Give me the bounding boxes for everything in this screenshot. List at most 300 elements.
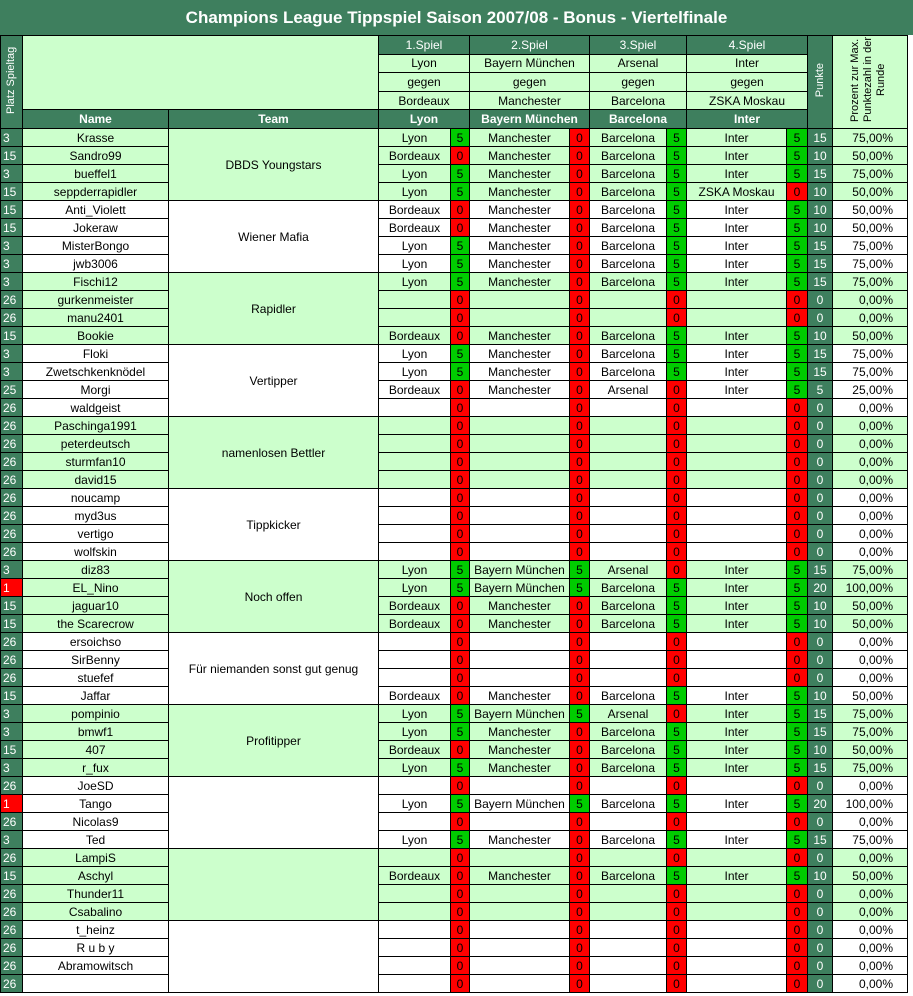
score-game-4: 5 <box>787 363 808 381</box>
table-row <box>1 507 908 525</box>
table-row <box>1 417 908 435</box>
game-1-away: Bordeaux <box>379 91 470 110</box>
tip-game-1 <box>379 309 451 327</box>
tip-game-4: ZSKA Moskau <box>687 183 787 201</box>
tip-game-2 <box>470 435 570 453</box>
percent-cell: 75,00% <box>833 363 908 381</box>
percent-cell: 0,00% <box>833 291 908 309</box>
points-cell: 15 <box>808 273 833 291</box>
tip-game-1: Lyon <box>379 705 451 723</box>
platz-cell: 26 <box>1 849 23 867</box>
score-game-1: 0 <box>451 597 470 615</box>
platz-cell: 26 <box>1 939 23 957</box>
score-game-1: 5 <box>451 273 470 291</box>
tip-game-2: Manchester <box>470 831 570 849</box>
score-game-3: 5 <box>667 345 687 363</box>
tip-game-4 <box>687 849 787 867</box>
score-game-1: 0 <box>451 813 470 831</box>
table-row <box>1 363 908 381</box>
tip-game-3 <box>590 435 667 453</box>
tip-game-4 <box>687 471 787 489</box>
tip-game-3: Barcelona <box>590 741 667 759</box>
player-name: Morgi <box>23 381 169 399</box>
platz-cell: 26 <box>1 975 23 993</box>
tip-game-3 <box>590 813 667 831</box>
player-name: Jaffar <box>23 687 169 705</box>
platz-cell: 3 <box>1 345 23 363</box>
player-name: stuefef <box>23 669 169 687</box>
punkte-header: Punkte <box>808 36 833 129</box>
score-game-4: 5 <box>787 273 808 291</box>
score-game-4: 5 <box>787 219 808 237</box>
player-name: Aschyl <box>23 867 169 885</box>
table-row <box>1 561 908 579</box>
tip-game-2: Manchester <box>470 723 570 741</box>
score-game-1: 5 <box>451 579 470 597</box>
tip-game-4: Inter <box>687 597 787 615</box>
tip-game-1 <box>379 417 451 435</box>
score-game-2: 0 <box>570 939 590 957</box>
score-game-1: 5 <box>451 345 470 363</box>
table-row <box>1 957 908 975</box>
score-game-2: 5 <box>570 561 590 579</box>
score-game-2: 0 <box>570 255 590 273</box>
tip-game-4 <box>687 957 787 975</box>
table-row <box>1 327 908 345</box>
score-game-1: 0 <box>451 885 470 903</box>
tip-game-1 <box>379 921 451 939</box>
tip-game-4 <box>687 669 787 687</box>
score-game-4: 0 <box>787 507 808 525</box>
platz-cell: 26 <box>1 777 23 795</box>
player-name: t_heinz <box>23 921 169 939</box>
tip-game-4 <box>687 399 787 417</box>
platz-cell: 3 <box>1 705 23 723</box>
score-game-3: 5 <box>667 867 687 885</box>
score-game-1: 5 <box>451 759 470 777</box>
tip-game-4: Inter <box>687 237 787 255</box>
percent-cell: 0,00% <box>833 885 908 903</box>
tip-game-3: Arsenal <box>590 561 667 579</box>
score-game-3: 5 <box>667 615 687 633</box>
table-row <box>1 903 908 921</box>
tip-game-4: Inter <box>687 273 787 291</box>
score-game-2: 5 <box>570 579 590 597</box>
percent-cell: 0,00% <box>833 975 908 993</box>
tip-game-4 <box>687 633 787 651</box>
score-game-1: 0 <box>451 309 470 327</box>
score-game-4: 0 <box>787 489 808 507</box>
table-row <box>1 651 908 669</box>
score-game-2: 0 <box>570 237 590 255</box>
tip-game-1: Bordeaux <box>379 741 451 759</box>
table-row <box>1 777 908 795</box>
tip-game-3 <box>590 543 667 561</box>
score-game-1: 0 <box>451 867 470 885</box>
tip-game-4: Inter <box>687 615 787 633</box>
points-cell: 15 <box>808 345 833 363</box>
score-game-4: 5 <box>787 597 808 615</box>
percent-cell: 75,00% <box>833 165 908 183</box>
percent-cell: 0,00% <box>833 957 908 975</box>
score-game-4: 5 <box>787 345 808 363</box>
score-game-2: 0 <box>570 777 590 795</box>
tip-game-4 <box>687 939 787 957</box>
score-game-1: 0 <box>451 507 470 525</box>
table-row <box>1 705 908 723</box>
tip-game-2: Manchester <box>470 687 570 705</box>
tip-game-3: Barcelona <box>590 579 667 597</box>
percent-cell: 50,00% <box>833 183 908 201</box>
score-game-4: 0 <box>787 525 808 543</box>
score-game-4: 5 <box>787 705 808 723</box>
percent-cell: 0,00% <box>833 813 908 831</box>
score-game-2: 0 <box>570 183 590 201</box>
points-cell: 10 <box>808 201 833 219</box>
score-game-4: 0 <box>787 957 808 975</box>
game-4-away: ZSKA Moskau <box>687 91 808 110</box>
score-game-1: 5 <box>451 363 470 381</box>
percent-cell: 50,00% <box>833 597 908 615</box>
tip-game-3 <box>590 291 667 309</box>
tip-game-2 <box>470 543 570 561</box>
tip-game-4: Inter <box>687 795 787 813</box>
tip-game-2: Manchester <box>470 147 570 165</box>
score-game-4: 5 <box>787 561 808 579</box>
score-game-2: 0 <box>570 741 590 759</box>
score-game-3: 5 <box>667 327 687 345</box>
table-row <box>1 831 908 849</box>
player-name: seppderrapidler <box>23 183 169 201</box>
score-game-4: 5 <box>787 831 808 849</box>
platz-cell: 26 <box>1 291 23 309</box>
table-row <box>1 255 908 273</box>
player-name: Csabalino <box>23 903 169 921</box>
score-game-2: 0 <box>570 327 590 345</box>
score-game-2: 5 <box>570 705 590 723</box>
score-game-1: 0 <box>451 903 470 921</box>
tip-game-1: Lyon <box>379 273 451 291</box>
tip-game-3: Barcelona <box>590 363 667 381</box>
player-name: david15 <box>23 471 169 489</box>
team-name: Vertipper <box>169 345 379 417</box>
table-row <box>1 579 908 597</box>
player-name: Nicolas9 <box>23 813 169 831</box>
tip-game-2 <box>470 291 570 309</box>
tip-game-2 <box>470 309 570 327</box>
score-game-1: 0 <box>451 417 470 435</box>
player-name: Ted <box>23 831 169 849</box>
tip-game-2 <box>470 399 570 417</box>
tip-game-2: Manchester <box>470 327 570 345</box>
score-game-4: 0 <box>787 399 808 417</box>
points-cell: 15 <box>808 705 833 723</box>
score-game-3: 5 <box>667 273 687 291</box>
team-name: Profitipper <box>169 705 379 777</box>
tip-game-4 <box>687 507 787 525</box>
score-game-3: 5 <box>667 129 687 147</box>
percent-cell: 0,00% <box>833 507 908 525</box>
score-game-2: 0 <box>570 147 590 165</box>
percent-cell: 0,00% <box>833 543 908 561</box>
percent-cell: 75,00% <box>833 129 908 147</box>
tip-game-4 <box>687 543 787 561</box>
player-name: bmwf1 <box>23 723 169 741</box>
table-row <box>1 525 908 543</box>
game-3-winner: Barcelona <box>590 110 687 129</box>
tip-game-1: Lyon <box>379 237 451 255</box>
score-game-3: 0 <box>667 291 687 309</box>
game-1-winner: Lyon <box>379 110 470 129</box>
score-game-2: 0 <box>570 435 590 453</box>
player-name: pompinio <box>23 705 169 723</box>
score-game-3: 5 <box>667 237 687 255</box>
table-row <box>1 885 908 903</box>
percent-cell: 0,00% <box>833 633 908 651</box>
tip-game-3: Barcelona <box>590 597 667 615</box>
tip-game-4: Inter <box>687 363 787 381</box>
team-name: Noch offen <box>169 561 379 633</box>
tip-game-4 <box>687 309 787 327</box>
tip-game-3 <box>590 669 667 687</box>
tip-game-1 <box>379 435 451 453</box>
score-game-3: 0 <box>667 939 687 957</box>
game-3-away: Barcelona <box>590 91 687 110</box>
player-name: sturmfan10 <box>23 453 169 471</box>
score-game-3: 5 <box>667 597 687 615</box>
score-game-2: 0 <box>570 471 590 489</box>
score-game-1: 0 <box>451 471 470 489</box>
score-game-1: 0 <box>451 615 470 633</box>
player-name: bueffel1 <box>23 165 169 183</box>
player-name: Abramowitsch <box>23 957 169 975</box>
table-row <box>1 615 908 633</box>
score-game-3: 5 <box>667 147 687 165</box>
table-row <box>1 435 908 453</box>
tip-game-3: Barcelona <box>590 867 667 885</box>
tip-game-1 <box>379 651 451 669</box>
score-game-3: 5 <box>667 723 687 741</box>
points-cell: 10 <box>808 741 833 759</box>
platz-cell: 26 <box>1 813 23 831</box>
table-row <box>1 795 908 813</box>
points-cell: 0 <box>808 957 833 975</box>
team-name <box>169 921 379 993</box>
score-game-3: 0 <box>667 435 687 453</box>
game-2-away: Manchester <box>470 91 590 110</box>
tip-game-2 <box>470 651 570 669</box>
game-3-label: 3.Spiel <box>590 36 687 55</box>
points-cell: 0 <box>808 651 833 669</box>
score-game-2: 0 <box>570 381 590 399</box>
tip-game-2 <box>470 507 570 525</box>
percent-cell: 50,00% <box>833 147 908 165</box>
points-cell: 0 <box>808 669 833 687</box>
score-game-1: 5 <box>451 705 470 723</box>
platz-cell: 25 <box>1 381 23 399</box>
score-game-3: 0 <box>667 399 687 417</box>
score-game-2: 0 <box>570 903 590 921</box>
score-game-2: 0 <box>570 543 590 561</box>
player-name: ersoichso <box>23 633 169 651</box>
percent-cell: 50,00% <box>833 741 908 759</box>
tip-game-3 <box>590 453 667 471</box>
score-game-2: 0 <box>570 615 590 633</box>
tip-game-1: Lyon <box>379 129 451 147</box>
points-cell: 15 <box>808 129 833 147</box>
points-cell: 0 <box>808 921 833 939</box>
score-game-1: 5 <box>451 831 470 849</box>
score-game-3: 5 <box>667 201 687 219</box>
score-game-2: 0 <box>570 723 590 741</box>
points-cell: 0 <box>808 435 833 453</box>
score-game-4: 5 <box>787 579 808 597</box>
game-2-home: Bayern München <box>470 54 590 73</box>
score-game-1: 5 <box>451 795 470 813</box>
player-name: Tango <box>23 795 169 813</box>
team-column-header: Team <box>169 110 379 129</box>
tip-game-4: Inter <box>687 741 787 759</box>
score-game-3: 0 <box>667 813 687 831</box>
tip-game-3 <box>590 849 667 867</box>
table-row <box>1 723 908 741</box>
percent-cell: 75,00% <box>833 345 908 363</box>
points-cell: 20 <box>808 795 833 813</box>
player-name: diz83 <box>23 561 169 579</box>
score-game-2: 0 <box>570 453 590 471</box>
score-game-4: 0 <box>787 453 808 471</box>
tip-game-1: Lyon <box>379 363 451 381</box>
score-game-3: 0 <box>667 561 687 579</box>
tip-game-3 <box>590 975 667 993</box>
game-4-vs: gegen <box>687 73 808 92</box>
score-game-1: 0 <box>451 399 470 417</box>
tip-game-2 <box>470 417 570 435</box>
team-name: Rapidler <box>169 273 379 345</box>
platz-cell: 26 <box>1 417 23 435</box>
tip-game-2: Manchester <box>470 273 570 291</box>
tip-game-2 <box>470 939 570 957</box>
tip-game-2: Manchester <box>470 183 570 201</box>
points-cell: 10 <box>808 219 833 237</box>
tip-game-4 <box>687 651 787 669</box>
tip-game-4: Inter <box>687 345 787 363</box>
points-cell: 0 <box>808 975 833 993</box>
tip-game-3: Barcelona <box>590 687 667 705</box>
player-name: Floki <box>23 345 169 363</box>
tip-game-2 <box>470 525 570 543</box>
score-game-1: 0 <box>451 543 470 561</box>
tip-game-2 <box>470 633 570 651</box>
table-row <box>1 201 908 219</box>
tip-game-3 <box>590 885 667 903</box>
tip-game-3: Barcelona <box>590 345 667 363</box>
percent-cell: 75,00% <box>833 705 908 723</box>
tip-game-3: Barcelona <box>590 759 667 777</box>
score-game-1: 0 <box>451 975 470 993</box>
table-row <box>1 741 908 759</box>
player-name: noucamp <box>23 489 169 507</box>
tip-game-2 <box>470 975 570 993</box>
percent-cell: 100,00% <box>833 579 908 597</box>
player-name: vertigo <box>23 525 169 543</box>
score-game-2: 0 <box>570 759 590 777</box>
player-name: Jokeraw <box>23 219 169 237</box>
tip-game-2: Bayern München <box>470 795 570 813</box>
tip-game-3: Barcelona <box>590 237 667 255</box>
score-game-2: 0 <box>570 921 590 939</box>
player-name: wolfskin <box>23 543 169 561</box>
tip-game-4 <box>687 975 787 993</box>
score-game-2: 0 <box>570 867 590 885</box>
tip-game-2: Manchester <box>470 345 570 363</box>
tip-game-1 <box>379 939 451 957</box>
team-name: Tippkicker <box>169 489 379 561</box>
player-name: SirBenny <box>23 651 169 669</box>
name-column-header: Name <box>23 110 169 129</box>
score-game-4: 5 <box>787 255 808 273</box>
percent-cell: 0,00% <box>833 417 908 435</box>
score-game-1: 0 <box>451 525 470 543</box>
table-row <box>1 633 908 651</box>
score-game-1: 0 <box>451 435 470 453</box>
score-game-2: 0 <box>570 345 590 363</box>
player-name: JoeSD <box>23 777 169 795</box>
platz-cell: 15 <box>1 327 23 345</box>
points-cell: 0 <box>808 939 833 957</box>
table-row <box>1 759 908 777</box>
tip-game-3 <box>590 309 667 327</box>
platz-cell: 15 <box>1 219 23 237</box>
tip-game-2 <box>470 957 570 975</box>
table-row <box>1 975 908 993</box>
score-game-4: 5 <box>787 759 808 777</box>
tip-game-1: Lyon <box>379 561 451 579</box>
score-game-2: 0 <box>570 975 590 993</box>
score-game-1: 0 <box>451 957 470 975</box>
score-game-4: 5 <box>787 795 808 813</box>
tip-game-3 <box>590 777 667 795</box>
tip-game-3: Barcelona <box>590 183 667 201</box>
platz-cell: 15 <box>1 147 23 165</box>
score-game-3: 0 <box>667 903 687 921</box>
table-row <box>1 381 908 399</box>
score-game-4: 0 <box>787 975 808 993</box>
tip-game-3: Barcelona <box>590 795 667 813</box>
points-cell: 15 <box>808 561 833 579</box>
percent-cell: 75,00% <box>833 561 908 579</box>
tip-game-4: Inter <box>687 561 787 579</box>
percent-cell: 50,00% <box>833 219 908 237</box>
tip-game-4 <box>687 525 787 543</box>
platz-cell: 26 <box>1 921 23 939</box>
score-game-4: 0 <box>787 903 808 921</box>
platz-cell: 3 <box>1 273 23 291</box>
tip-game-1 <box>379 957 451 975</box>
score-game-1: 0 <box>451 453 470 471</box>
player-name: R u b y <box>23 939 169 957</box>
points-cell: 10 <box>808 615 833 633</box>
score-game-3: 5 <box>667 741 687 759</box>
tip-game-3: Arsenal <box>590 705 667 723</box>
platz-cell: 3 <box>1 831 23 849</box>
tip-game-2: Manchester <box>470 381 570 399</box>
table-row <box>1 345 908 363</box>
tip-game-4: Inter <box>687 759 787 777</box>
platz-cell: 26 <box>1 309 23 327</box>
tip-game-3: Barcelona <box>590 147 667 165</box>
score-game-4: 5 <box>787 741 808 759</box>
